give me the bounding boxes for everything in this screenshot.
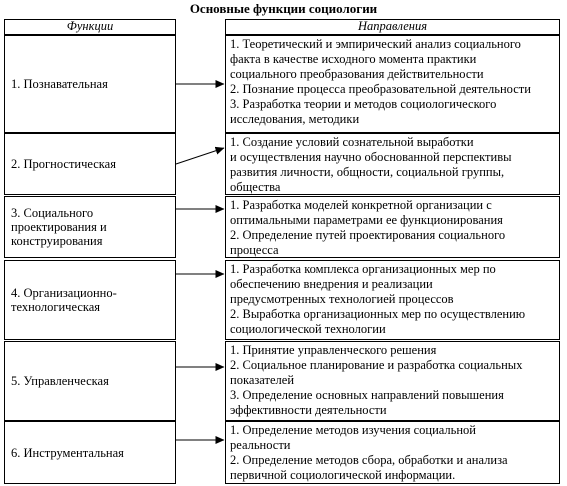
- direction-line: оптимальными параметрами ее функционирования: [230, 213, 503, 227]
- direction-line: эффективности деятельности: [230, 403, 387, 417]
- header-directions-label: Направления: [357, 19, 428, 33]
- header-functions-label: Функции: [66, 19, 114, 33]
- function-label-3: [11, 206, 171, 248]
- function-label-6: [11, 446, 171, 460]
- direction-line: 1. Принятие управленческого решения: [230, 343, 437, 357]
- direction-line: 1. Создание условий сознательной выработки: [230, 135, 474, 149]
- page-title: Основные функции социологии: [189, 1, 378, 16]
- direction-line: 1. Определение методов изучения социальной: [230, 423, 476, 437]
- function-line: конструирования: [11, 234, 103, 248]
- function-label-4: [11, 286, 171, 314]
- direction-line: общества: [230, 180, 281, 194]
- function-box-1: [4, 35, 176, 133]
- direction-line: реальности: [230, 438, 291, 452]
- direction-box-3: [225, 196, 560, 258]
- function-line: 3. Социального: [11, 206, 94, 220]
- function-line: 5. Управленческая: [11, 374, 109, 388]
- function-line: проектирования и: [11, 220, 107, 234]
- direction-list-1: [230, 37, 557, 127]
- direction-line: исследования, методики: [230, 112, 360, 126]
- direction-list-4: [230, 262, 557, 337]
- function-label-2: [11, 157, 171, 171]
- direction-line: 1. Теоретический и эмпирический анализ социального: [230, 37, 521, 51]
- direction-line: 2. Выработка организационных мер по осуществлению: [230, 307, 526, 321]
- function-box-2: [4, 133, 176, 195]
- function-line: 2. Прогностическая: [11, 157, 116, 171]
- direction-line: 2. Познание процесса преобразовательной деятельности: [230, 82, 531, 96]
- direction-box-4: [225, 260, 560, 340]
- direction-line: предусмотренных технологией процессов: [230, 292, 454, 306]
- function-box-5: [4, 341, 176, 421]
- direction-line: социологической технологии: [230, 322, 386, 336]
- arrow-2: [176, 148, 224, 164]
- function-label-5: [11, 374, 171, 388]
- direction-list-2: [230, 135, 557, 195]
- direction-line: 3. Определение основных направлений повышения: [230, 388, 504, 402]
- direction-line: 2. Социальное планирование и разработка социальных: [230, 358, 523, 372]
- direction-line: показателей: [230, 373, 295, 387]
- function-line: 1. Познавательная: [11, 77, 108, 91]
- function-box-4: [4, 260, 176, 340]
- direction-line: факта в качестве исходного момента практики: [230, 52, 477, 66]
- direction-list-6: [230, 423, 557, 483]
- direction-box-1: [225, 35, 560, 133]
- direction-list-3: [230, 198, 557, 258]
- direction-box-6: [225, 421, 560, 484]
- direction-line: 2. Определение путей проектирования социального: [230, 228, 506, 242]
- direction-line: процесса: [230, 243, 279, 257]
- function-line: 6. Инструментальная: [11, 445, 124, 460]
- direction-line: 1. Разработка комплекса организационных мер по: [230, 262, 496, 276]
- direction-line: обеспечению внедрения и реализации: [230, 277, 433, 291]
- function-label-1: [11, 77, 171, 91]
- direction-box-5: [225, 341, 560, 421]
- direction-line: развития личности, общности, социальной группы,: [230, 165, 505, 179]
- function-line: технологическая: [11, 300, 101, 314]
- direction-box-2: [225, 133, 560, 195]
- direction-line: первичной социологической информации.: [230, 468, 456, 482]
- function-box-6: [4, 421, 176, 484]
- direction-list-5: [230, 343, 557, 418]
- direction-line: социального преобразования действительности: [230, 67, 484, 81]
- header-directions: [225, 19, 560, 35]
- direction-line: 1. Разработка моделей конкретной организации с: [230, 198, 492, 212]
- direction-line: 3. Разработка теории и методов социологического: [230, 97, 497, 111]
- direction-line: и осуществления научно обоснованной перспективы: [230, 150, 512, 164]
- function-box-3: [4, 196, 176, 258]
- direction-line: 2. Определение методов сбора, обработки и анализа: [230, 453, 508, 467]
- header-functions: [4, 19, 176, 35]
- function-line: 4. Организационно-: [11, 286, 117, 300]
